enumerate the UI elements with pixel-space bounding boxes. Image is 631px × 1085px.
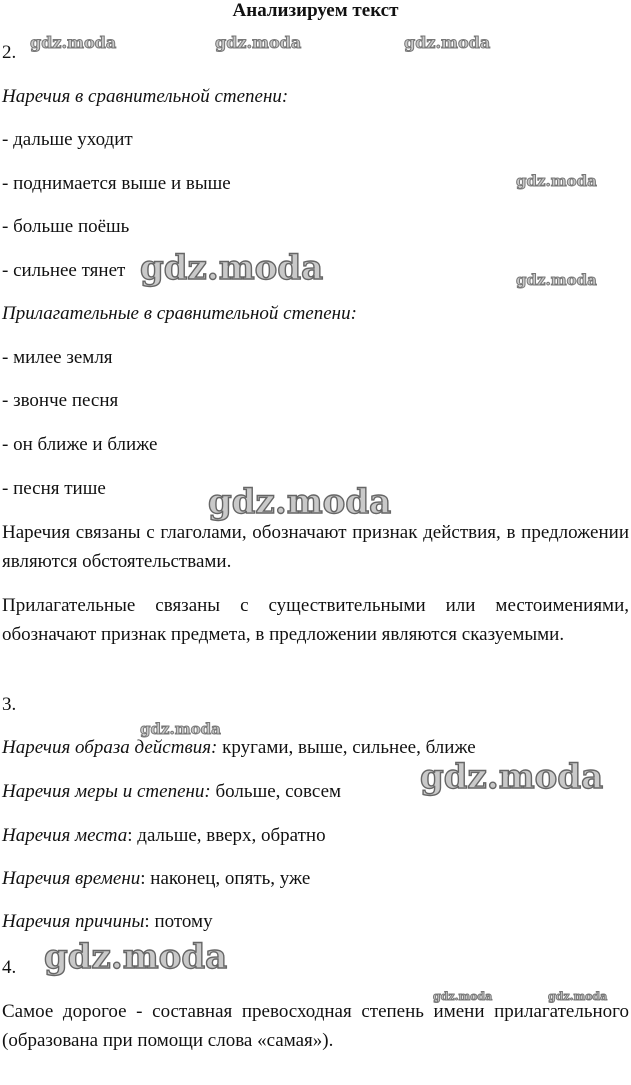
adverb-category-row <box>2 868 310 890</box>
adverb-category-text: : наконец, опять, уже <box>140 868 311 889</box>
adverb-category-text: : потому <box>144 911 213 932</box>
adverb-category-text: больше, совсем <box>210 781 342 802</box>
section-4-number: 4. <box>2 957 17 978</box>
adverb-category-label: Наречия причины <box>2 911 145 932</box>
watermark: gdz.moda <box>140 248 324 288</box>
superlative-paragraph: Самое дорогое - составная превосходная степень имени прилагательного (образована при помощи слова «самая»). <box>2 1001 629 1051</box>
watermark: gdz.moda <box>433 990 493 1003</box>
adjective-item: - милее земля <box>2 347 113 368</box>
adverb-category-label: Наречия образа действия: <box>2 737 218 758</box>
watermark: gdz.moda <box>516 172 597 190</box>
adverb-category-row <box>2 825 326 847</box>
adjectives-heading: Прилагательные в сравнительной степени: <box>2 303 357 324</box>
watermark: gdz.moda <box>30 33 117 52</box>
adverb-item: - дальше уходит <box>2 129 133 150</box>
adjective-item: - песня тише <box>2 478 106 499</box>
adverbs-paragraph: Наречия связаны с глаголами, обозначают признак действия, в предложении являются обстоятельствами. <box>2 522 629 572</box>
adverb-category-text: кругами, выше, сильнее, ближе <box>217 737 476 758</box>
adverb-category-text: : дальше, вверх, обратно <box>127 825 326 846</box>
watermark: gdz.moda <box>44 937 228 977</box>
adverb-item: - сильнее тянет <box>2 260 126 281</box>
watermark: gdz.moda <box>404 33 491 52</box>
adverb-item: - поднимается выше и выше <box>2 173 231 194</box>
adverb-category-label: Наречия меры и степени: <box>2 781 211 802</box>
adjectives-paragraph: Прилагательные связаны с существительными или местоимениями, обозначают признак предмета, в предложении являются сказуемыми. <box>2 595 629 645</box>
adjective-item: - звонче песня <box>2 390 119 411</box>
adverb-category-row <box>2 781 341 803</box>
watermark: gdz.moda <box>420 757 604 797</box>
watermark: gdz.moda <box>516 271 597 289</box>
adverbs-heading: Наречия в сравнительной степени: <box>2 86 289 107</box>
adverb-category-row <box>2 911 213 933</box>
adverb-item: - больше поёшь <box>2 216 130 237</box>
page-title: Анализируем текст <box>232 0 399 21</box>
watermark: gdz.moda <box>215 33 302 52</box>
watermark: gdz.moda <box>548 990 608 1003</box>
adverb-category-label: Наречия времени <box>2 868 141 889</box>
watermark: gdz.moda <box>140 720 221 738</box>
watermark: gdz.moda <box>208 482 392 522</box>
section-2-number: 2. <box>2 42 17 63</box>
adverb-category-row <box>2 737 476 759</box>
section-3-number: 3. <box>2 694 17 715</box>
adverb-category-label: Наречия места <box>2 825 128 846</box>
adjective-item: - он ближе и ближе <box>2 434 158 455</box>
